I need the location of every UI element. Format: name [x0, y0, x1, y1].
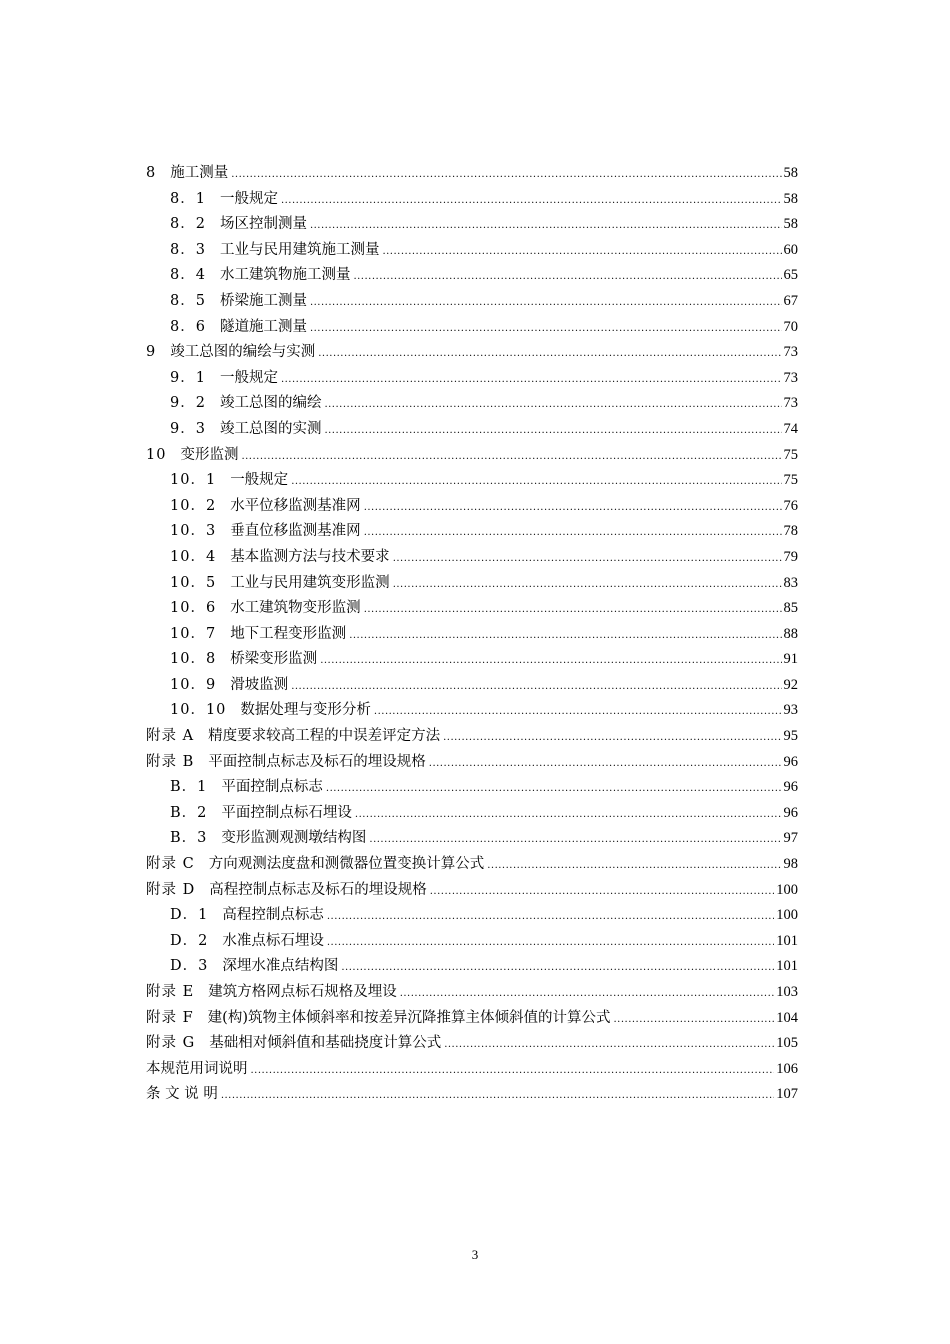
- toc-entry: [146, 1082, 798, 1108]
- toc-entry: [146, 340, 798, 366]
- toc-entry: [146, 903, 798, 929]
- toc-entry-number: 8: [146, 165, 157, 181]
- toc-dot-leader: [231, 162, 781, 188]
- toc-dot-leader: [364, 520, 782, 546]
- toc-entry-number: 10．3: [170, 523, 217, 540]
- toc-entry-title: 变形监测观测墩结构图: [221, 830, 367, 847]
- toc-entry-page: 96: [783, 779, 798, 796]
- toc-entry-title: 平面控制点标志: [221, 779, 323, 796]
- toc-entry-title: 竣工总图的编绘: [219, 395, 322, 412]
- toc-entry: [146, 954, 798, 980]
- toc-entry-page: 58: [783, 190, 798, 207]
- toc-entry: [146, 673, 798, 699]
- toc-entry-number: D．1: [170, 907, 209, 924]
- toc-entry: [146, 468, 798, 494]
- toc-entry-title: 场区控制测量: [219, 216, 307, 233]
- toc-entry-number: 附录 G: [146, 1035, 196, 1052]
- toc-dot-leader: [327, 904, 774, 930]
- toc-entry-title: 隧道施工测量: [219, 318, 307, 335]
- toc-dot-leader: [320, 648, 781, 674]
- toc-entry-number: 8．5: [170, 292, 206, 309]
- toc-entry: [146, 775, 798, 801]
- toc-entry-title: 工业与民用建筑施工测量: [219, 241, 380, 258]
- toc-entry-number: 10．6: [170, 600, 217, 617]
- toc-entry-number: 8．3: [170, 241, 206, 258]
- toc-entry-number: 9: [146, 344, 157, 361]
- toc-dot-leader: [355, 802, 782, 828]
- toc-dot-leader: [349, 623, 781, 649]
- toc-entry-page: 93: [783, 702, 798, 719]
- toc-entry-number: 10．8: [170, 651, 217, 668]
- toc-dot-leader: [291, 469, 781, 495]
- toc-dot-leader: [353, 264, 781, 290]
- toc-entry-page: 107: [776, 1086, 798, 1103]
- toc-entry: [146, 826, 798, 852]
- toc-dot-leader: [400, 981, 775, 1007]
- toc-entry-title: 垂直位移监测基准网: [230, 523, 361, 540]
- toc-entry: [146, 238, 798, 264]
- toc-entry-page: 67: [783, 292, 798, 309]
- toc-dot-leader: [443, 725, 781, 751]
- toc-entry-number: 8．4: [170, 267, 206, 284]
- toc-entry-number: 附录 A: [146, 728, 195, 745]
- toc-entry-page: 60: [783, 241, 798, 258]
- toc-dot-leader: [429, 751, 782, 777]
- toc-entry: [146, 161, 798, 187]
- toc-entry: [146, 622, 798, 648]
- toc-entry: [146, 878, 798, 904]
- toc-entry-number: 8．6: [170, 318, 206, 335]
- toc-entry-page: 88: [783, 625, 798, 642]
- toc-dot-leader: [241, 444, 781, 470]
- toc-entry: [146, 289, 798, 315]
- toc-entry-title: 建筑方格网点标石规格及埋设: [208, 984, 397, 1000]
- toc-entry: [146, 366, 798, 392]
- toc-dot-leader: [430, 879, 775, 905]
- toc-entry-title: 基础相对倾斜值和基础挠度计算公式: [209, 1035, 442, 1052]
- toc-entry: [146, 494, 798, 520]
- toc-entry: [146, 750, 798, 776]
- toc-entry-title: 施工测量: [170, 165, 229, 181]
- toc-entry-number: 10．5: [170, 574, 217, 591]
- toc-dot-leader: [291, 674, 781, 700]
- toc-dot-leader: [251, 1058, 775, 1084]
- toc-dot-leader: [393, 572, 782, 598]
- toc-entry-title: 工业与民用建筑变形监测: [230, 574, 390, 591]
- toc-entry-page: 96: [783, 804, 798, 821]
- toc-entry: [146, 980, 798, 1006]
- toc-entry-title: 平面控制点标石埋设: [221, 804, 352, 821]
- toc-dot-leader: [310, 213, 782, 239]
- toc-entry-page: 100: [776, 881, 798, 898]
- toc-entry-title: 深埋水准点结构图: [222, 958, 339, 975]
- toc-entry-title: 竣工总图的实测: [219, 420, 322, 437]
- toc-entry: [146, 315, 798, 341]
- toc-entry: [146, 801, 798, 827]
- toc-entry-number: 9．2: [170, 395, 206, 412]
- toc-entry-number: 附录 B: [146, 753, 195, 770]
- toc-entry-number: 9．3: [170, 420, 206, 437]
- toc-entry: [146, 571, 798, 597]
- toc-entry-page: 65: [783, 267, 798, 284]
- toc-entry-number: 10．7: [170, 625, 217, 642]
- toc-entry-page: 105: [776, 1035, 798, 1052]
- toc-dot-leader: [393, 546, 782, 572]
- toc-entry-page: 92: [783, 676, 798, 693]
- toc-entry: [146, 519, 798, 545]
- toc-dot-leader: [444, 1032, 774, 1058]
- toc-entry-title: 地下工程变形监测: [230, 625, 347, 642]
- toc-entry-page: 95: [783, 728, 798, 745]
- toc-entry-number: D．2: [170, 932, 209, 949]
- toc-entry-page: 75: [783, 446, 798, 463]
- toc-dot-leader: [369, 827, 781, 853]
- toc-entry-number: 附录 C: [146, 856, 195, 873]
- toc-entry: [146, 545, 798, 571]
- toc-entry: [146, 263, 798, 289]
- toc-entry-title: 本规范用词说明: [146, 1060, 248, 1077]
- toc-entry-title: 一般规定: [219, 369, 278, 386]
- toc-dot-leader: [324, 392, 781, 418]
- toc-entry-page: 76: [783, 497, 798, 514]
- toc-entry-title: 竣工总图的编绘与实测: [170, 344, 316, 361]
- toc-entry: [146, 1031, 798, 1057]
- toc-entry-page: 104: [776, 1009, 798, 1026]
- toc-entry-page: 73: [783, 344, 798, 361]
- toc-entry-page: 70: [783, 318, 798, 335]
- toc-entry-page: 100: [776, 907, 798, 924]
- toc-entry-page: 98: [783, 856, 798, 873]
- toc-entry-title: 桥梁施工测量: [219, 292, 307, 309]
- toc-entry: [146, 929, 798, 955]
- toc-dot-leader: [364, 495, 782, 521]
- toc-entry-page: 74: [783, 420, 798, 437]
- toc-dot-leader: [310, 316, 782, 342]
- toc-dot-leader: [374, 699, 782, 725]
- toc-entry-title: 高程控制点标志: [222, 907, 324, 924]
- toc-entry-title: 平面控制点标志及标石的埋设规格: [208, 753, 426, 770]
- toc-entry-page: 91: [783, 651, 798, 668]
- toc-entry: [146, 724, 798, 750]
- toc-entry-title: 基本监测方法与技术要求: [230, 548, 390, 565]
- toc-entry-title: 条 文 说 明: [146, 1086, 218, 1103]
- toc-dot-leader: [281, 188, 782, 214]
- toc-entry-page: 96: [783, 753, 798, 770]
- toc-entry-number: B．2: [170, 804, 208, 821]
- toc-entry: [146, 212, 798, 238]
- toc-entry-title: 数据处理与变形分析: [240, 702, 371, 719]
- toc-entry-page: 73: [783, 369, 798, 386]
- toc-dot-leader: [364, 597, 782, 623]
- toc-dot-leader: [310, 290, 782, 316]
- toc-dot-leader: [487, 853, 781, 879]
- toc-entry: [146, 417, 798, 443]
- toc-entry-page: 75: [783, 472, 798, 489]
- toc-dot-leader: [327, 930, 774, 956]
- toc-entry-title: 精度要求较高工程的中误差评定方法: [208, 728, 441, 745]
- toc-entry: [146, 647, 798, 673]
- toc-entry-number: 10．2: [170, 497, 217, 514]
- toc-entry: [146, 391, 798, 417]
- toc-entry-number: 10: [146, 446, 167, 463]
- page-number: 3: [471, 1247, 479, 1262]
- toc-entry-number: 10．1: [170, 472, 217, 489]
- toc-entry: [146, 596, 798, 622]
- toc-entry-title: 水平位移监测基准网: [230, 497, 361, 514]
- toc-entry-page: 106: [776, 1060, 798, 1077]
- toc-entry-page: 101: [776, 958, 798, 975]
- toc-dot-leader: [341, 955, 774, 981]
- toc-entry-number: 8．2: [170, 216, 206, 233]
- toc-entry-number: 9．1: [170, 369, 206, 386]
- toc-entry-title: 桥梁变形监测: [230, 651, 318, 668]
- toc-entry-number: 附录 D: [146, 881, 196, 898]
- toc-entry-page: 73: [783, 395, 798, 412]
- toc-entry-page: 97: [783, 830, 798, 847]
- toc-dot-leader: [318, 341, 781, 367]
- toc-entry-page: 58: [783, 165, 798, 181]
- toc-entry-title: 水工建筑物变形监测: [230, 600, 361, 617]
- toc-entry: [146, 1006, 798, 1032]
- table-of-contents: [146, 161, 798, 1108]
- toc-entry-number: 附录 F: [146, 1009, 194, 1026]
- toc-entry-number: D．3: [170, 958, 209, 975]
- toc-entry-number: B．1: [170, 779, 208, 796]
- toc-dot-leader: [613, 1007, 774, 1033]
- toc-entry-title: 一般规定: [219, 190, 278, 207]
- toc-entry-page: 103: [776, 984, 798, 1000]
- toc-entry-title: 水工建筑物施工测量: [219, 267, 351, 284]
- toc-entry-title: 水准点标石埋设: [222, 932, 324, 949]
- toc-entry-page: 101: [776, 932, 798, 949]
- toc-dot-leader: [324, 418, 781, 444]
- toc-entry-title: 滑坡监测: [230, 676, 289, 693]
- toc-entry-title: 建(构)筑物主体倾斜率和按差异沉降推算主体倾斜值的计算公式: [207, 1009, 611, 1026]
- toc-entry: [146, 698, 798, 724]
- toc-dot-leader: [382, 239, 781, 265]
- toc-entry-page: 78: [783, 523, 798, 540]
- toc-entry-number: 8．1: [170, 190, 206, 207]
- toc-entry-number: 10．10: [170, 702, 227, 719]
- toc-entry-number: B．3: [170, 830, 208, 847]
- toc-entry-number: 10．9: [170, 676, 217, 693]
- toc-entry-number: 附录 E: [146, 984, 195, 1000]
- toc-entry: [146, 1057, 798, 1083]
- toc-entry-title: 方向观测法度盘和测微器位置变换计算公式: [208, 856, 485, 873]
- toc-entry: [146, 852, 798, 878]
- toc-entry-page: 83: [783, 574, 798, 591]
- toc-entry: [146, 187, 798, 213]
- toc-entry-title: 变形监测: [180, 446, 239, 463]
- toc-dot-leader: [221, 1083, 774, 1109]
- toc-dot-leader: [281, 367, 782, 393]
- toc-entry-title: 高程控制点标志及标石的埋设规格: [209, 881, 427, 898]
- toc-dot-leader: [326, 776, 782, 802]
- toc-entry-number: 10．4: [170, 548, 217, 565]
- toc-entry-page: 85: [783, 600, 798, 617]
- toc-entry-page: 79: [783, 548, 798, 565]
- toc-entry: [146, 443, 798, 469]
- toc-entry-page: 58: [783, 216, 798, 233]
- toc-entry-title: 一般规定: [230, 472, 289, 489]
